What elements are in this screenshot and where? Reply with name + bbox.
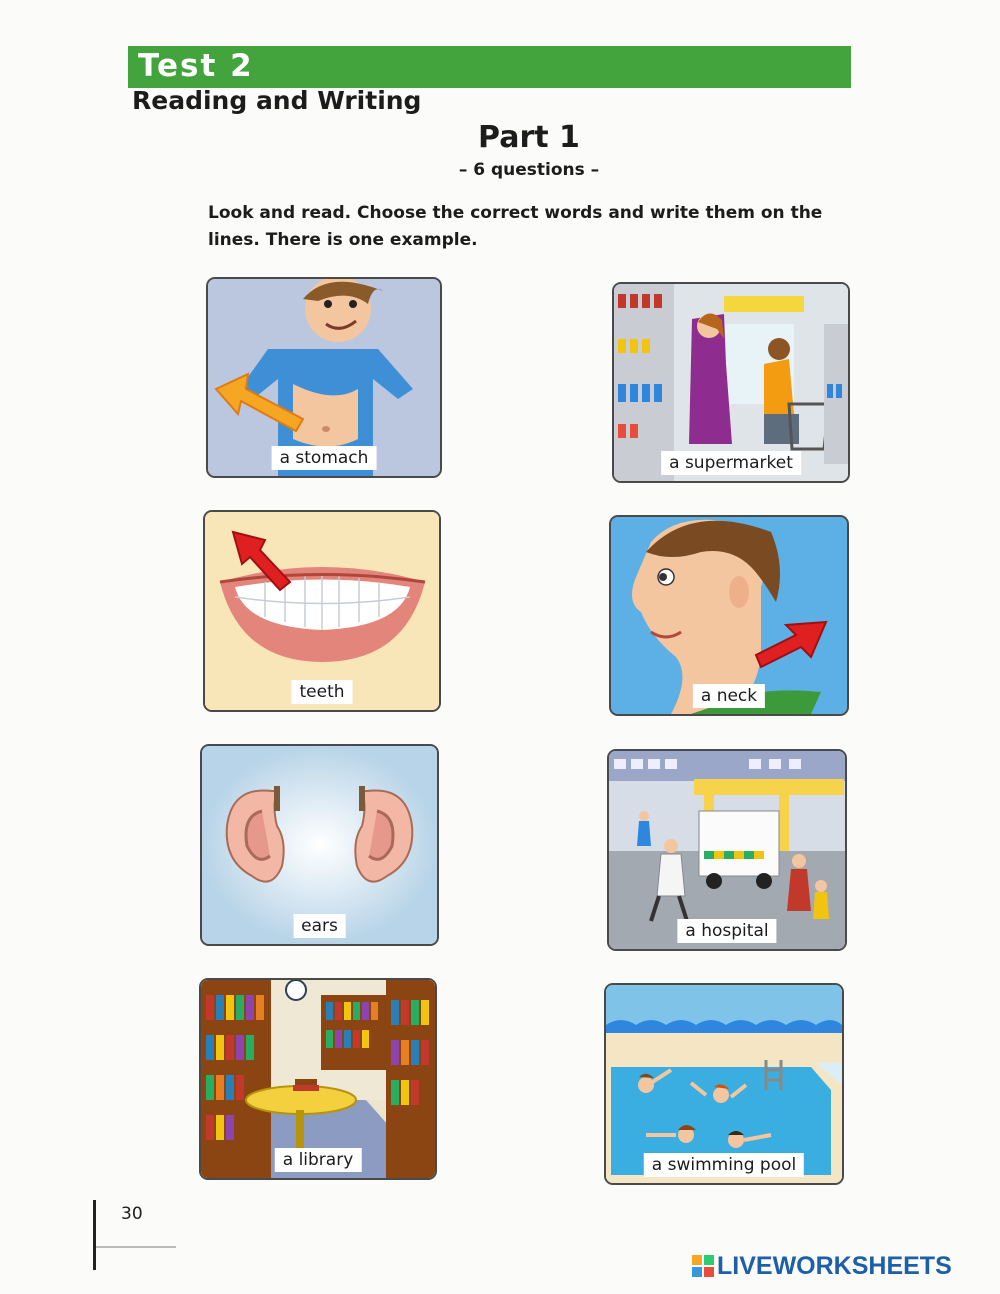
scan-edge [93,1200,96,1270]
card-label: a supermarket [661,451,801,475]
card-library [199,978,437,1180]
card-supermarket [612,282,850,483]
scan-mark [96,1246,176,1248]
card-neck [609,515,849,716]
section-title: Reading and Writing [132,86,422,115]
page-number: 30 [121,1204,143,1224]
card-label: a stomach [272,446,377,470]
card-label: ears [293,914,346,938]
card-label: a neck [693,684,765,708]
card-label: a swimming pool [644,1153,804,1177]
question-count: – 6 questions – [458,160,600,180]
card-label: a library [275,1148,362,1172]
test-banner [128,46,851,88]
liveworksheets-logo [692,1252,952,1281]
part-title: Part 1 [478,120,580,155]
card-ears [200,744,439,946]
card-hospital [607,749,847,951]
card-swimming-pool [604,983,844,1185]
logo-icon [692,1255,714,1277]
test-title: Test 2 [138,48,254,84]
card-label: teeth [291,680,352,704]
instructions: Look and read. Choose the correct words and write them on the lines. There is one example. [208,203,823,250]
card-stomach [206,277,442,478]
card-label: a hospital [677,919,776,943]
card-teeth [203,510,441,712]
logo-text: LIVEWORKSHEETS [717,1252,952,1280]
